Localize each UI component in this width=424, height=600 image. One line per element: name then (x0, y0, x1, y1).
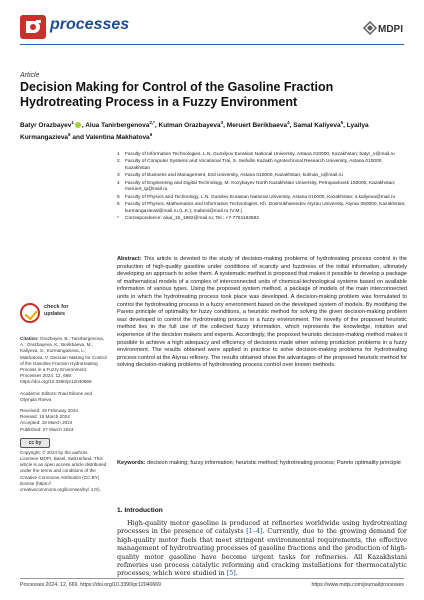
journal-logo-icon (20, 15, 46, 39)
section-heading-introduction: 1. Introduction (117, 507, 163, 514)
affiliation-item (117, 173, 407, 180)
affiliation-number: 1 (117, 152, 120, 157)
abstract-text: This article is devoted to the study of decision-making problems of hydrotreating process control in the production of high-quality gasoline under conditions of scarcity and fuzziness of the initial information, ultimately developing an approach to solve them. A systematic method is proposed that makes it possible to develop a package of mathematical models of a complex of interconnected units of chemical-technological systems based on available information of various types. Using the proposed system method, a package of models of the main interconnected units in which the hydrotreating process took place was developed. A decision-making problem was formulated to control the hydrotreating process in a fuzzy environment based on the developed system of models. By modifying the Pareto principle of optimality for fuzzy conditions, a heuristic method for solving the given decision-making problem was developed to control the hydrotreating process in a fuzzy environment. The novelty of the proposed heuristic method lies in the full use of the collected fuzzy information, which represents the knowledge, intuition and experience of the decision makers and experts. Accordingly, the proposed heuristic decision-making method makes it possible to achieve a high adequacy and efficiency of decisions made when solving production problems in a fuzzy environment. The results obtained were applied in practice to solve decision-making problems for hydrotreating process control at the Atyrau refinery. The results obtained show the advantages of the proposed heuristic method for solving decision-making problems of hydrotreating process control over known methods. (117, 256, 408, 369)
keywords-text: decision making; fuzzy information; heuristic method; hydrotreating process; Pareto optimality principle (147, 460, 401, 466)
author-name[interactable]: Samal Kaliyeva (293, 122, 341, 130)
author-affiliation-mark: 6 (149, 132, 153, 138)
citation-block (20, 336, 108, 386)
introduction-paragraph (117, 519, 407, 578)
author-name[interactable]: Batyr Orazbayev (20, 122, 72, 130)
citation-text[interactable]: Orazbayev, B.; Tanirbergenova, A.; Orazbayeva, K.; Berikbaeva, M.; Kaliyeva, S.; Kurmangazieva, L.; Makhatova, V. Decision Making for Control of the Gasoline Fraction Hydrotreating Process in a Fuzzy Environment. Processes 2024, 12, 669. https://doi.org/10.3390/pr12040669 (20, 336, 107, 385)
author-affiliation-mark: 5 (340, 120, 344, 125)
affiliation-item (117, 152, 407, 159)
author-separator: , (81, 122, 86, 130)
abstract (117, 256, 407, 370)
cc-by-license-icon[interactable]: cc by (20, 438, 50, 448)
mdpi-logo-text: MDPI (378, 24, 403, 35)
affiliation-number: 4 (117, 180, 120, 186)
citation-label: Citation: (20, 336, 39, 341)
footer-journal-link[interactable]: https://www.mdpi.com/journal/processes (311, 582, 404, 588)
intro-text-part: . (235, 569, 238, 578)
footer-doi-link[interactable]: Processes 2024, 12, 669. https://doi.org/10.3390/pr12040669 (20, 582, 162, 588)
author-name[interactable]: Valentina Makhatova (85, 134, 150, 142)
keywords-label: Keywords: (117, 460, 146, 466)
affiliation-number: * (117, 216, 119, 222)
journal-name[interactable]: processes (50, 16, 130, 33)
check-for-updates-button[interactable] (20, 300, 80, 330)
affiliation-text: Faculty of Physics and Technology, L.N. Gumilev Eurasian National University, Astana 010000, Kazakhstan; s.kaliyeva@mail.ru (125, 194, 396, 200)
author-separator: , (154, 122, 159, 130)
check-updates-label: check for updates (44, 304, 69, 317)
author-name[interactable]: Alua Tanirbergenova (85, 122, 150, 130)
affiliation-number: 2 (117, 159, 120, 165)
affiliation-item (117, 216, 407, 223)
affiliation-item (117, 195, 407, 202)
author-affiliation-mark: 1 (71, 120, 74, 125)
affiliation-text: Faculty of Physics, Mathematics and Information Technologies, Kh. Dosmukhamedov Atyrau University, Atyrau 060000, Kazakhstan; kurmangazieval@mail.ru (L.K.); mabevi@mail.ru (V.M.) (125, 202, 406, 214)
author-list (20, 118, 404, 142)
author-name[interactable]: Lyailya Kurmangazieva (20, 122, 369, 142)
revised-date: Revised: 16 March 2024 (20, 414, 70, 420)
author-separator: and (70, 134, 86, 142)
author-name[interactable]: Kulman Orazbayeva (158, 122, 221, 130)
affiliation-text: Correspondence: alua_15_1982@mail.ru; Tel.: +7-7761183682 (125, 216, 259, 222)
author-affiliation-mark: 2,* (149, 120, 155, 125)
affiliation-text: Faculty of Business and Management, Esil University, Astana 010000, Kazakhstan; kulman_o@mail.ru (125, 173, 343, 179)
article-type: Article (20, 72, 40, 79)
mdpi-logo-icon[interactable] (360, 20, 404, 36)
abstract-label: Abstract: (117, 256, 142, 262)
citation-link[interactable]: [5] (226, 569, 236, 578)
author-affiliation-mark: 4 (287, 120, 290, 125)
intro-text-part: . Currently, due to the growing demand for high-quality motor fuels that meet stringent environmental requirements, the effective management of hydrotreating processes of gasoline fractions and the production of high-quality motor gasoline have become urgent tasks for refineries. All Kazakhstani refineries use process catalytic reforming and cracking installations for thermocatalytic processes, which were studied in (117, 527, 407, 578)
affiliation-text: Faculty of Computer Systems and Vocational Trai, S. Seifullin Kazakh Agrotechnical Research University, Astana 010000, Kazakhstan (125, 159, 383, 171)
footer-rule (20, 578, 404, 579)
copyright-notice: Copyright: © 2024 by the authors. Licensee MDPI, Basel, Switzerland. This article is an open access article distributed under the terms and conditions of the Creative Commons Attribution (CC BY) license (https:// creativecommons.org/licenses/by/ 4.0/). (20, 449, 107, 493)
affiliations (117, 152, 407, 224)
check-updates-icon (20, 303, 40, 323)
received-date: Received: 19 February 2024 (20, 408, 78, 414)
author-affiliation-mark: 3 (220, 120, 224, 125)
author-name[interactable]: Meruert Berikbaeva (226, 122, 288, 130)
author-separator: , (223, 122, 227, 130)
published-date: Published: 27 March 2024 (20, 426, 74, 432)
publication-dates (20, 408, 108, 433)
intro-text-part: High-quality motor gasoline is produced at refineries worldwide using hydrotreating processes in the presence of catalysts (117, 519, 407, 536)
keywords (117, 460, 407, 468)
affiliation-number: 5 (117, 194, 120, 200)
affiliation-item (117, 181, 407, 194)
affiliation-number: 3 (117, 173, 120, 179)
affiliation-item (117, 159, 407, 172)
author-affiliation-mark: 6 (68, 132, 71, 138)
affiliation-text: Faculty of Information Technologies, L.N. Gumilyov Eurasian National University, Astana 010000, Kazakhstan; batyr_o@mail.ru (125, 152, 395, 157)
affiliation-text: Faculty of Engineering and Digital Technology, M. Kozybayev North Kazakhstan University, Petropavlovsk 150000, Kazakhstan; meruert_tp@mail.ru (125, 180, 396, 193)
author-separator: , (343, 122, 347, 130)
academic-editors: Academic Editors: Riad Eikane and Olympia Roeva (20, 390, 93, 402)
article-title: Decision Making for Control of the Gasoline Fraction Hydrotreating Process in a Fuzzy Environment (20, 80, 334, 109)
journal-header (20, 14, 404, 40)
header-rule (20, 44, 404, 45)
citation-link[interactable]: [1–4] (246, 527, 263, 536)
article-sidebar (20, 336, 108, 498)
affiliation-number: 6 (117, 202, 120, 208)
accepted-date: Accepted: 18 March 2024 (20, 420, 73, 426)
orcid-icon[interactable] (75, 122, 81, 128)
affiliation-item (117, 202, 407, 215)
author-separator: , (289, 122, 294, 130)
